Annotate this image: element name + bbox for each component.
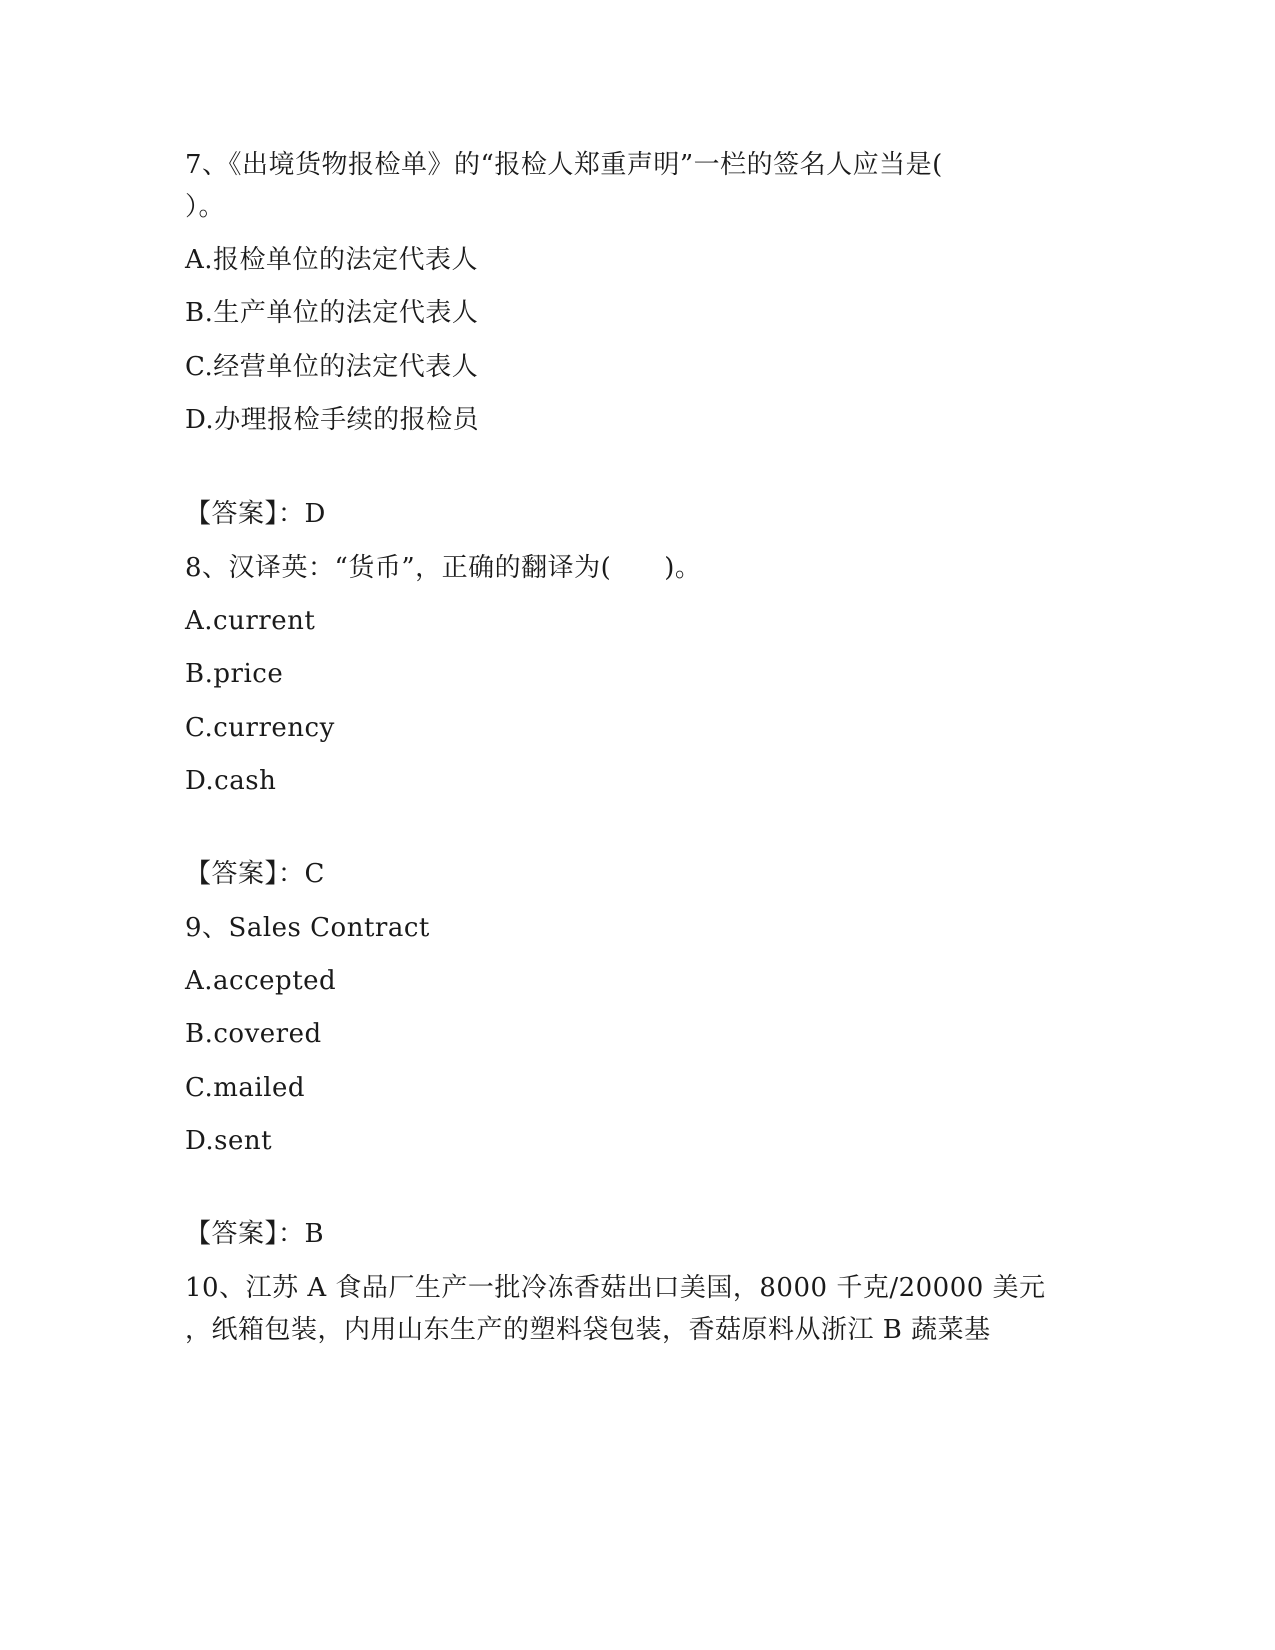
question-7-option-c: C.经营单位的法定代表人 bbox=[185, 352, 479, 382]
question-8-option-b: B.price bbox=[185, 659, 284, 689]
question-9-option-c: C.mailed bbox=[185, 1073, 306, 1103]
question-7-option-b: B.生产单位的法定代表人 bbox=[185, 298, 479, 328]
question-9-option-a: A.accepted bbox=[185, 966, 337, 996]
question-7-answer: 【答案】：D bbox=[185, 499, 326, 529]
question-8-answer: 【答案】：C bbox=[185, 859, 325, 889]
question-10-stem-line1: 10、江苏 A 食品厂生产一批冷冻香菇出口美国，8000 千克/20000 美元 bbox=[185, 1273, 1046, 1303]
question-8-option-d: D.cash bbox=[185, 766, 277, 796]
question-8-stem: 8、汉译英：“货币”，正确的翻译为( )。 bbox=[185, 553, 702, 583]
question-8-option-a: A.current bbox=[185, 606, 316, 636]
question-9-answer: 【答案】：B bbox=[185, 1219, 325, 1249]
question-10-stem-line2: ，纸箱包装，内用山东生产的塑料袋包装，香菇原料从浙江 B 蔬菜基 bbox=[185, 1315, 991, 1345]
question-9-option-b: B.covered bbox=[185, 1019, 322, 1049]
question-9-option-d: D.sent bbox=[185, 1126, 273, 1156]
question-7-option-d: D.办理报检手续的报检员 bbox=[185, 405, 480, 435]
question-7-stem-line2: ）。 bbox=[185, 192, 226, 222]
question-7-stem-line1: 7、《出境货物报检单》的“报检人郑重声明”一栏的签名人应当是( bbox=[185, 150, 943, 180]
question-7-option-a: A.报检单位的法定代表人 bbox=[185, 245, 479, 275]
question-8-option-c: C.currency bbox=[185, 713, 335, 743]
question-9-stem: 9、Sales Contract bbox=[185, 913, 430, 943]
